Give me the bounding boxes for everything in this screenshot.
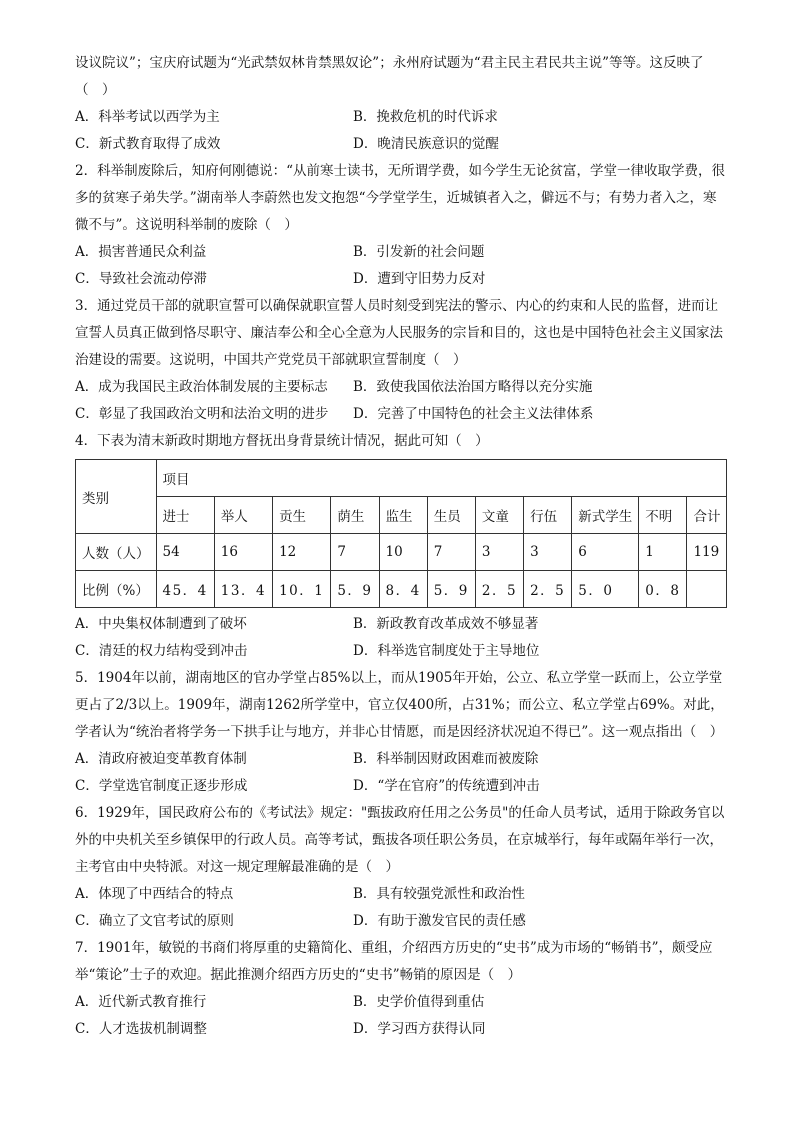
row-label: 比例（%） xyxy=(76,571,157,608)
option-c: C．确立了文官考试的原则 xyxy=(75,913,234,929)
table-cell: 8．4 xyxy=(379,571,427,608)
table-cell: 3 xyxy=(524,534,572,571)
column-header: 文童 xyxy=(475,497,523,534)
table-cell: 6 xyxy=(572,534,639,571)
question-5 xyxy=(75,665,725,800)
column-header: 合计 xyxy=(687,497,727,534)
table-cell: 12 xyxy=(273,534,331,571)
question-3-stem: 3．通过党员干部的就职宣誓可以确保就职宣誓人员时刻受到宪法的警示、内心的约束和人民的监督，进而让宣誓人员真正做到恪尽职守、廉洁奉公和全心全意为人民服务的宗旨和目的，这也是中国特色社会主义国家法治建设的需要。这说明，中国共产党党员干部就职宣誓制度（ ） xyxy=(75,298,723,368)
option-c: C．彰显了我国政治文明和法治文明的进步 xyxy=(75,406,329,422)
table-cell: 45．4 xyxy=(156,571,214,608)
option-c: C．清廷的权力结构受到冲击 xyxy=(75,643,248,659)
table-cell: 0．8 xyxy=(639,571,687,608)
option-b: B．史学价值得到重估 xyxy=(353,994,485,1010)
option-d: D．有助于激发官民的责任感 xyxy=(353,913,526,929)
table-cell: 10．1 xyxy=(273,571,331,608)
option-b: B．新政教育改革成效不够显著 xyxy=(353,616,539,632)
question-6-options xyxy=(75,881,725,935)
governor-background-table xyxy=(75,459,727,608)
table-cell: 5．9 xyxy=(427,571,475,608)
table-cell xyxy=(687,571,727,608)
table-cell: 13．4 xyxy=(214,571,272,608)
option-b: B．科举制因财政困难而被废除 xyxy=(353,751,539,767)
option-d: D．完善了中国特色的社会主义法律体系 xyxy=(353,406,594,422)
item-header-cell: 项目 xyxy=(156,460,727,497)
column-header: 生员 xyxy=(427,497,475,534)
table-row xyxy=(76,534,727,571)
option-d: D．学习西方获得认同 xyxy=(353,1021,486,1037)
table-cell: 3 xyxy=(475,534,523,571)
column-header: 进士 xyxy=(156,497,214,534)
option-d: D．晚清民族意识的觉醒 xyxy=(353,136,499,152)
column-header: 荫生 xyxy=(331,497,379,534)
exam-page xyxy=(75,50,725,1043)
option-c: C．学堂选官制度正逐步形成 xyxy=(75,778,248,794)
option-a: A．体现了中西结合的特点 xyxy=(75,886,234,902)
option-a: A．中央集权体制遭到了破坏 xyxy=(75,616,247,632)
option-a: A．近代新式教育推行 xyxy=(75,994,207,1010)
column-header: 行伍 xyxy=(524,497,572,534)
option-c: C．新式教育取得了成效 xyxy=(75,136,221,152)
option-b: B．引发新的社会问题 xyxy=(353,244,485,260)
option-a: A．成为我国民主政治体制发展的主要标志 xyxy=(75,379,328,395)
option-c: C．导致社会流动停滞 xyxy=(75,271,207,287)
table-cell: 119 xyxy=(687,534,727,571)
column-header: 监生 xyxy=(379,497,427,534)
table-cell: 10 xyxy=(379,534,427,571)
category-header-cell: 类别 xyxy=(76,460,157,534)
question-3-options xyxy=(75,374,725,428)
column-header: 新式学生 xyxy=(572,497,639,534)
question-7-stem: 7．1901年，敏锐的书商们将厚重的史籍简化、重组，介绍西方历史的“史书”成为市场的“畅销书”，颇受应举“策论”士子的欢迎。据此推测介绍西方历史的“史书”畅销的原因是（ ） xyxy=(75,940,713,983)
option-a: A．损害普通民众利益 xyxy=(75,244,207,260)
table-cell: 16 xyxy=(214,534,272,571)
question-2-stem: 2．科举制废除后，知府何刚德说：“从前寒士读书，无所谓学费，如今学生无论贫富，学堂一律收取学费，很多的贫寒子弟失学。”湖南举人李蔚然也发文抱怨“今学堂学生，近城镇者入之，僻远不与；有势力者入之，寒微不与”。这说明科举制的废除（ ） xyxy=(75,163,725,233)
table-cell: 54 xyxy=(156,534,214,571)
option-c: C．人才选拔机制调整 xyxy=(75,1021,207,1037)
row-label: 人数（人） xyxy=(76,534,157,571)
option-d: D．遭到守旧势力反对 xyxy=(353,271,486,287)
option-a: A．清政府被迫变革教育体制 xyxy=(75,751,247,767)
question-6-stem: 6．1929年，国民政府公布的《考试法》规定："甄拔政府任用之公务员"的任命人员考试，适用于除政务官以外的中央机关至乡镇保甲的行政人员。高等考试，甄拔各项任职公务员，在京城举行，每年或隔年举行一次，主考官由中央特派。对这一规定理解最准确的是（ ） xyxy=(75,805,725,875)
question-7 xyxy=(75,935,725,1043)
option-d: D．科举选官制度处于主导地位 xyxy=(353,643,540,659)
table-cell: 2．5 xyxy=(475,571,523,608)
table-cell: 2．5 xyxy=(524,571,572,608)
question-4 xyxy=(75,428,725,665)
option-b: B．具有较强党派性和政治性 xyxy=(353,886,525,902)
column-header: 不明 xyxy=(639,497,687,534)
table-header-row-1 xyxy=(76,460,727,497)
question-1-options xyxy=(75,104,725,158)
option-d: D．“学在官府”的传统遭到冲击 xyxy=(353,778,540,794)
option-b: B．致使我国依法治国方略得以充分实施 xyxy=(353,379,593,395)
question-4-stem: 4．下表为清末新政时期地方督抚出身背景统计情况，据此可知（ ） xyxy=(75,433,489,449)
table-cell: 7 xyxy=(331,534,379,571)
table-header-row-2 xyxy=(76,497,727,534)
question-3 xyxy=(75,293,725,428)
column-header: 举人 xyxy=(214,497,272,534)
table-row xyxy=(76,571,727,608)
question-7-options xyxy=(75,989,725,1043)
option-b: B．挽救危机的时代诉求 xyxy=(353,109,498,125)
table-cell: 7 xyxy=(427,534,475,571)
question-6 xyxy=(75,800,725,935)
question-2 xyxy=(75,158,725,293)
option-a: A．科举考试以西学为主 xyxy=(75,109,220,125)
question-1-continued xyxy=(75,50,725,158)
question-5-options xyxy=(75,746,725,800)
table-cell: 1 xyxy=(639,534,687,571)
question-2-options xyxy=(75,239,725,293)
table-cell: 5．9 xyxy=(331,571,379,608)
question-4-options xyxy=(75,611,725,665)
table-cell: 5．0 xyxy=(572,571,639,608)
column-header: 贡生 xyxy=(273,497,331,534)
question-5-stem: 5．1904年以前，湖南地区的官办学堂占85%以上，而从1905年开始，公立、私立学堂一跃而上，公立学堂更占了2/3以上。1909年，湖南1262所学堂中，官立仅400所，占31%；而公立、私立学堂占69%。对此，学者认为“统治者将学务一下拱手让与地方，并非心甘情愿，而是因经济状况迫不得已”。这一观点指出（ ） xyxy=(75,670,724,740)
question-1-stem: 设议院议”；宝庆府试题为“光武禁奴林肯禁黑奴论”；永州府试题为“君主民主君民共主说”等等。这反映了（ ） xyxy=(75,55,704,98)
